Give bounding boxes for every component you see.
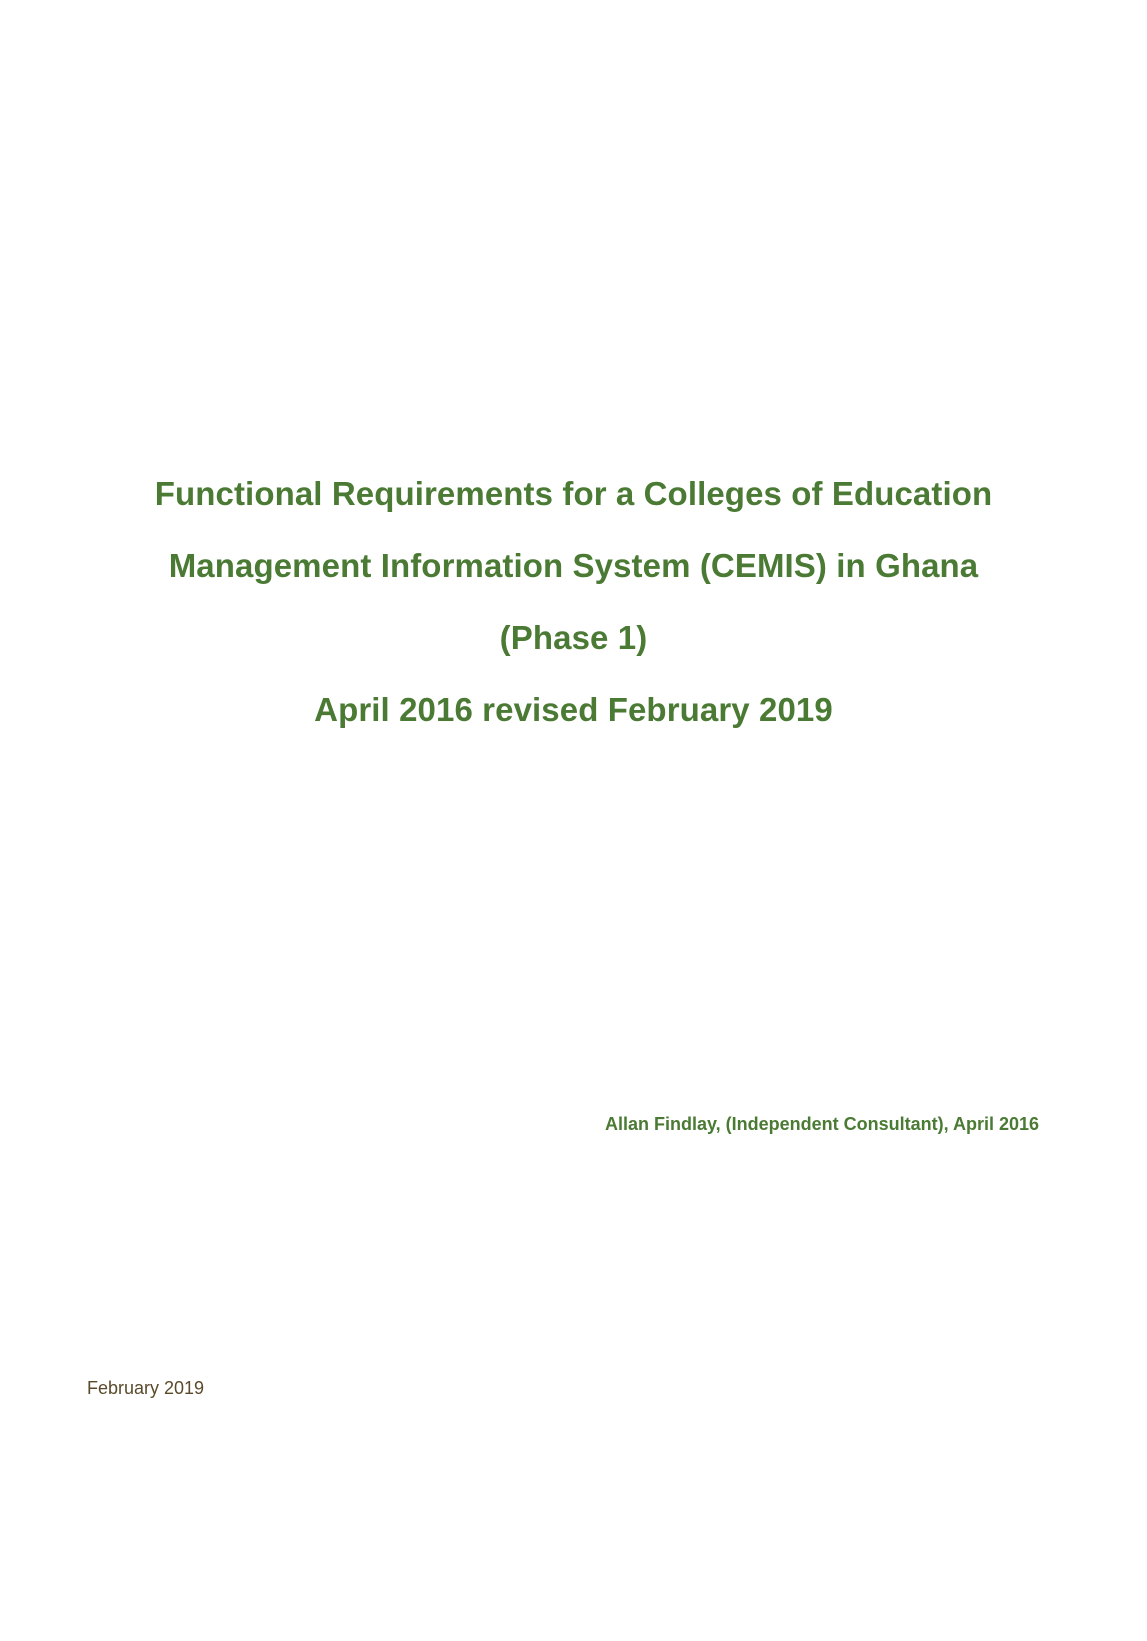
document-title bbox=[0, 458, 1147, 746]
author-credit: Allan Findlay, (Independent Consultant), April 2016 bbox=[604, 1114, 1039, 1134]
title-line-2: Management Information System (CEMIS) in Ghana bbox=[168, 547, 979, 584]
title-line-1: Functional Requirements for a Colleges of Education bbox=[154, 475, 993, 512]
title-line-dates: April 2016 revised February 2019 bbox=[314, 691, 833, 728]
footer-date: February 2019 bbox=[87, 1378, 205, 1398]
title-line-phase: (Phase 1) bbox=[499, 619, 648, 656]
